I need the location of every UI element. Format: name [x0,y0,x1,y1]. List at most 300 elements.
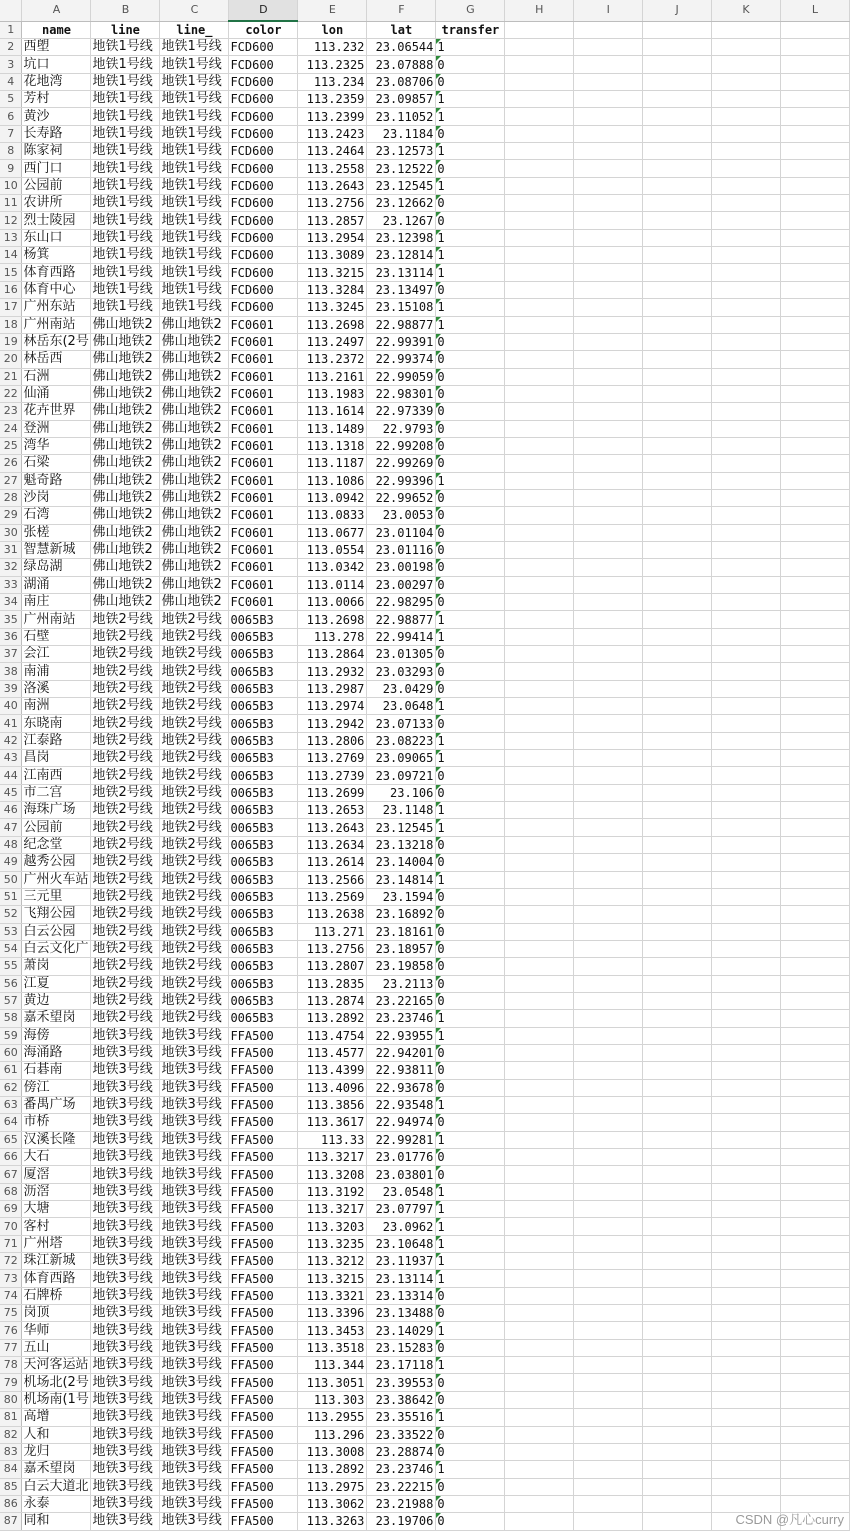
cell-e72[interactable]: 113.3212 [298,1253,367,1270]
cell-c7[interactable]: 地铁1号线 [160,125,229,142]
cell-j64[interactable] [643,1114,712,1131]
cell-c11[interactable]: 地铁1号线 [160,195,229,212]
cell-k39[interactable] [712,680,781,697]
cell-k4[interactable] [712,73,781,90]
row-number[interactable]: 74 [0,1287,22,1304]
row-number[interactable]: 32 [0,559,22,576]
cell-g3[interactable]: 0 [436,56,505,73]
cell-d56[interactable]: 0065B3 [229,975,298,992]
cell-h42[interactable] [505,732,574,749]
cell-f6[interactable]: 23.11052 [367,108,436,125]
cell-b81[interactable]: 地铁3号线 [91,1409,160,1426]
cell-d67[interactable]: FFA500 [229,1166,298,1183]
cell-g4[interactable]: 0 [436,73,505,90]
cell-i18[interactable] [574,316,643,333]
cell-k73[interactable] [712,1270,781,1287]
cell-g79[interactable]: 0 [436,1374,505,1391]
cell-h25[interactable] [505,437,574,454]
cell-c72[interactable]: 地铁3号线 [160,1253,229,1270]
cell-a45[interactable]: 市二宫 [22,784,91,801]
cell-f68[interactable]: 23.0548 [367,1183,436,1200]
cell-h36[interactable] [505,628,574,645]
cell-g69[interactable]: 1 [436,1201,505,1218]
cell-f12[interactable]: 23.1267 [367,212,436,229]
cell-k44[interactable] [712,767,781,784]
column-header-a[interactable]: A [22,0,91,21]
cell-c30[interactable]: 佛山地铁2 [160,524,229,541]
cell-l38[interactable] [780,663,849,680]
cell-k3[interactable] [712,56,781,73]
cell-d38[interactable]: 0065B3 [229,663,298,680]
cell-a5[interactable]: 芳村 [22,91,91,108]
cell-i65[interactable] [574,1131,643,1148]
cell-a32[interactable]: 绿岛湖 [22,559,91,576]
cell-c33[interactable]: 佛山地铁2 [160,576,229,593]
row-number[interactable]: 25 [0,437,22,454]
row-number[interactable]: 18 [0,316,22,333]
cell-i72[interactable] [574,1253,643,1270]
cell-a39[interactable]: 洛溪 [22,680,91,697]
cell-a43[interactable]: 昌岗 [22,750,91,767]
cell-a76[interactable]: 华师 [22,1322,91,1339]
cell-c21[interactable]: 佛山地铁2 [160,368,229,385]
cell-k76[interactable] [712,1322,781,1339]
cell-j78[interactable] [643,1357,712,1374]
cell-d9[interactable]: FCD600 [229,160,298,177]
cell-l57[interactable] [780,992,849,1009]
cell-d83[interactable]: FFA500 [229,1443,298,1460]
cell-b72[interactable]: 地铁3号线 [91,1253,160,1270]
cell-h35[interactable] [505,611,574,628]
row-number[interactable]: 70 [0,1218,22,1235]
row-number[interactable]: 43 [0,750,22,767]
cell-i51[interactable] [574,888,643,905]
row-number[interactable]: 55 [0,958,22,975]
cell-l58[interactable] [780,1010,849,1027]
cell-l76[interactable] [780,1322,849,1339]
cell-d41[interactable]: 0065B3 [229,715,298,732]
cell-j36[interactable] [643,628,712,645]
cell-b64[interactable]: 地铁3号线 [91,1114,160,1131]
cell-f64[interactable]: 22.94974 [367,1114,436,1131]
cell-j7[interactable] [643,125,712,142]
row-number[interactable]: 71 [0,1235,22,1252]
cell-h14[interactable] [505,247,574,264]
cell-e35[interactable]: 113.2698 [298,611,367,628]
cell-j34[interactable] [643,594,712,611]
cell-h84[interactable] [505,1461,574,1478]
cell-h17[interactable] [505,299,574,316]
cell-a36[interactable]: 石壁 [22,628,91,645]
column-header-c[interactable]: C [160,0,229,21]
cell-b1[interactable]: line [91,21,160,39]
cell-h29[interactable] [505,507,574,524]
cell-b53[interactable]: 地铁2号线 [91,923,160,940]
cell-f3[interactable]: 23.07888 [367,56,436,73]
cell-d30[interactable]: FC0601 [229,524,298,541]
cell-i76[interactable] [574,1322,643,1339]
cell-l28[interactable] [780,489,849,506]
cell-j30[interactable] [643,524,712,541]
cell-l1[interactable] [780,21,849,39]
cell-b55[interactable]: 地铁2号线 [91,958,160,975]
cell-f84[interactable]: 23.23746 [367,1461,436,1478]
row-number[interactable]: 46 [0,802,22,819]
cell-h86[interactable] [505,1495,574,1512]
cell-d63[interactable]: FFA500 [229,1096,298,1113]
cell-g87[interactable]: 0 [436,1513,505,1530]
cell-b20[interactable]: 佛山地铁2 [91,351,160,368]
cell-c19[interactable]: 佛山地铁2 [160,333,229,350]
cell-d28[interactable]: FC0601 [229,489,298,506]
cell-b4[interactable]: 地铁1号线 [91,73,160,90]
cell-e37[interactable]: 113.2864 [298,646,367,663]
cell-b46[interactable]: 地铁2号线 [91,802,160,819]
cell-g30[interactable]: 0 [436,524,505,541]
cell-g14[interactable]: 1 [436,247,505,264]
cell-e16[interactable]: 113.3284 [298,281,367,298]
row-number[interactable]: 51 [0,888,22,905]
cell-l23[interactable] [780,403,849,420]
cell-c83[interactable]: 地铁3号线 [160,1443,229,1460]
cell-i3[interactable] [574,56,643,73]
cell-l85[interactable] [780,1478,849,1495]
cell-j62[interactable] [643,1079,712,1096]
cell-i79[interactable] [574,1374,643,1391]
cell-k68[interactable] [712,1183,781,1200]
cell-c77[interactable]: 地铁3号线 [160,1339,229,1356]
cell-g12[interactable]: 0 [436,212,505,229]
cell-j29[interactable] [643,507,712,524]
row-number[interactable]: 15 [0,264,22,281]
cell-l74[interactable] [780,1287,849,1304]
cell-j49[interactable] [643,854,712,871]
cell-l32[interactable] [780,559,849,576]
cell-l42[interactable] [780,732,849,749]
cell-j76[interactable] [643,1322,712,1339]
cell-b29[interactable]: 佛山地铁2 [91,507,160,524]
cell-e10[interactable]: 113.2643 [298,177,367,194]
cell-a37[interactable]: 会江 [22,646,91,663]
cell-c5[interactable]: 地铁1号线 [160,91,229,108]
cell-e32[interactable]: 113.0342 [298,559,367,576]
cell-c59[interactable]: 地铁3号线 [160,1027,229,1044]
cell-b39[interactable]: 地铁2号线 [91,680,160,697]
column-header-b[interactable]: B [91,0,160,21]
cell-i15[interactable] [574,264,643,281]
cell-c9[interactable]: 地铁1号线 [160,160,229,177]
row-number[interactable]: 24 [0,420,22,437]
cell-l65[interactable] [780,1131,849,1148]
cell-e5[interactable]: 113.2359 [298,91,367,108]
cell-k35[interactable] [712,611,781,628]
cell-d80[interactable]: FFA500 [229,1391,298,1408]
cell-j40[interactable] [643,698,712,715]
cell-b58[interactable]: 地铁2号线 [91,1010,160,1027]
cell-d50[interactable]: 0065B3 [229,871,298,888]
cell-b25[interactable]: 佛山地铁2 [91,437,160,454]
cell-h19[interactable] [505,333,574,350]
cell-d79[interactable]: FFA500 [229,1374,298,1391]
cell-g50[interactable]: 1 [436,871,505,888]
cell-c38[interactable]: 地铁2号线 [160,663,229,680]
cell-d37[interactable]: 0065B3 [229,646,298,663]
cell-a34[interactable]: 南庄 [22,594,91,611]
column-header-i[interactable]: I [574,0,643,21]
cell-l37[interactable] [780,646,849,663]
cell-b42[interactable]: 地铁2号线 [91,732,160,749]
cell-g63[interactable]: 1 [436,1096,505,1113]
cell-b84[interactable]: 地铁3号线 [91,1461,160,1478]
cell-a69[interactable]: 大塘 [22,1201,91,1218]
column-header-g[interactable]: G [436,0,505,21]
cell-a53[interactable]: 白云公园 [22,923,91,940]
cell-c62[interactable]: 地铁3号线 [160,1079,229,1096]
cell-e7[interactable]: 113.2423 [298,125,367,142]
cell-b34[interactable]: 佛山地铁2 [91,594,160,611]
cell-l10[interactable] [780,177,849,194]
cell-k55[interactable] [712,958,781,975]
cell-h39[interactable] [505,680,574,697]
cell-l54[interactable] [780,940,849,957]
cell-e65[interactable]: 113.33 [298,1131,367,1148]
cell-c8[interactable]: 地铁1号线 [160,143,229,160]
cell-h2[interactable] [505,39,574,56]
cell-f85[interactable]: 23.22215 [367,1478,436,1495]
cell-k20[interactable] [712,351,781,368]
cell-e63[interactable]: 113.3856 [298,1096,367,1113]
cell-g2[interactable]: 1 [436,39,505,56]
cell-l41[interactable] [780,715,849,732]
cell-k30[interactable] [712,524,781,541]
cell-e26[interactable]: 113.1187 [298,455,367,472]
cell-c48[interactable]: 地铁2号线 [160,836,229,853]
cell-c37[interactable]: 地铁2号线 [160,646,229,663]
cell-i78[interactable] [574,1357,643,1374]
cell-i83[interactable] [574,1443,643,1460]
cell-j28[interactable] [643,489,712,506]
row-number[interactable]: 80 [0,1391,22,1408]
row-number[interactable]: 87 [0,1513,22,1530]
cell-e77[interactable]: 113.3518 [298,1339,367,1356]
cell-c1[interactable]: line_ [160,21,229,39]
cell-l43[interactable] [780,750,849,767]
cell-k61[interactable] [712,1062,781,1079]
cell-j66[interactable] [643,1149,712,1166]
cell-b60[interactable]: 地铁3号线 [91,1044,160,1061]
cell-f75[interactable]: 23.13488 [367,1305,436,1322]
cell-i13[interactable] [574,229,643,246]
cell-c34[interactable]: 佛山地铁2 [160,594,229,611]
cell-j37[interactable] [643,646,712,663]
cell-l51[interactable] [780,888,849,905]
cell-j33[interactable] [643,576,712,593]
cell-a62[interactable]: 傍江 [22,1079,91,1096]
column-header-j[interactable]: J [643,0,712,21]
cell-i52[interactable] [574,906,643,923]
cell-c6[interactable]: 地铁1号线 [160,108,229,125]
cell-h55[interactable] [505,958,574,975]
cell-k42[interactable] [712,732,781,749]
cell-d4[interactable]: FCD600 [229,73,298,90]
cell-e1[interactable]: lon [298,21,367,39]
cell-g6[interactable]: 1 [436,108,505,125]
cell-g21[interactable]: 0 [436,368,505,385]
cell-f70[interactable]: 23.0962 [367,1218,436,1235]
cell-g18[interactable]: 1 [436,316,505,333]
cell-e25[interactable]: 113.1318 [298,437,367,454]
cell-g20[interactable]: 0 [436,351,505,368]
cell-e48[interactable]: 113.2634 [298,836,367,853]
cell-f66[interactable]: 23.01776 [367,1149,436,1166]
cell-f65[interactable]: 22.99281 [367,1131,436,1148]
cell-d77[interactable]: FFA500 [229,1339,298,1356]
cell-i38[interactable] [574,663,643,680]
cell-e14[interactable]: 113.3089 [298,247,367,264]
cell-e76[interactable]: 113.3453 [298,1322,367,1339]
cell-l62[interactable] [780,1079,849,1096]
row-number[interactable]: 8 [0,143,22,160]
cell-d73[interactable]: FFA500 [229,1270,298,1287]
cell-g10[interactable]: 1 [436,177,505,194]
cell-j55[interactable] [643,958,712,975]
cell-k43[interactable] [712,750,781,767]
cell-k36[interactable] [712,628,781,645]
cell-i44[interactable] [574,767,643,784]
cell-d44[interactable]: 0065B3 [229,767,298,784]
cell-l68[interactable] [780,1183,849,1200]
cell-l29[interactable] [780,507,849,524]
cell-h73[interactable] [505,1270,574,1287]
cell-e11[interactable]: 113.2756 [298,195,367,212]
cell-b87[interactable]: 地铁3号线 [91,1513,160,1530]
cell-d52[interactable]: 0065B3 [229,906,298,923]
cell-f72[interactable]: 23.11937 [367,1253,436,1270]
cell-i45[interactable] [574,784,643,801]
cell-h15[interactable] [505,264,574,281]
cell-e3[interactable]: 113.2325 [298,56,367,73]
cell-f30[interactable]: 23.01104 [367,524,436,541]
cell-j86[interactable] [643,1495,712,1512]
cell-a11[interactable]: 农讲所 [22,195,91,212]
cell-d21[interactable]: FC0601 [229,368,298,385]
cell-l31[interactable] [780,541,849,558]
cell-f17[interactable]: 23.15108 [367,299,436,316]
cell-l8[interactable] [780,143,849,160]
row-number[interactable]: 22 [0,385,22,402]
cell-c54[interactable]: 地铁2号线 [160,940,229,957]
cell-l59[interactable] [780,1027,849,1044]
cell-k57[interactable] [712,992,781,1009]
cell-e41[interactable]: 113.2942 [298,715,367,732]
cell-k83[interactable] [712,1443,781,1460]
cell-j84[interactable] [643,1461,712,1478]
row-number[interactable]: 45 [0,784,22,801]
cell-j13[interactable] [643,229,712,246]
cell-f16[interactable]: 23.13497 [367,281,436,298]
cell-d16[interactable]: FCD600 [229,281,298,298]
cell-g31[interactable]: 0 [436,541,505,558]
cell-a42[interactable]: 江泰路 [22,732,91,749]
cell-h26[interactable] [505,455,574,472]
cell-a87[interactable]: 同和 [22,1513,91,1530]
cell-i81[interactable] [574,1409,643,1426]
cell-g53[interactable]: 0 [436,923,505,940]
cell-e69[interactable]: 113.3217 [298,1201,367,1218]
cell-c71[interactable]: 地铁3号线 [160,1235,229,1252]
cell-d24[interactable]: FC0601 [229,420,298,437]
cell-i82[interactable] [574,1426,643,1443]
cell-d23[interactable]: FC0601 [229,403,298,420]
cell-l15[interactable] [780,264,849,281]
cell-h11[interactable] [505,195,574,212]
cell-j71[interactable] [643,1235,712,1252]
cell-e29[interactable]: 113.0833 [298,507,367,524]
cell-k62[interactable] [712,1079,781,1096]
row-number[interactable]: 50 [0,871,22,888]
column-header-d[interactable]: D [229,0,298,21]
cell-e87[interactable]: 113.3263 [298,1513,367,1530]
cell-b36[interactable]: 地铁2号线 [91,628,160,645]
cell-a74[interactable]: 石牌桥 [22,1287,91,1304]
cell-f76[interactable]: 23.14029 [367,1322,436,1339]
cell-l77[interactable] [780,1339,849,1356]
row-number[interactable]: 26 [0,455,22,472]
cell-a86[interactable]: 永泰 [22,1495,91,1512]
cell-d45[interactable]: 0065B3 [229,784,298,801]
row-number[interactable]: 47 [0,819,22,836]
cell-c80[interactable]: 地铁3号线 [160,1391,229,1408]
cell-c40[interactable]: 地铁2号线 [160,698,229,715]
cell-b82[interactable]: 地铁3号线 [91,1426,160,1443]
cell-i47[interactable] [574,819,643,836]
cell-i64[interactable] [574,1114,643,1131]
cell-g33[interactable]: 0 [436,576,505,593]
cell-h49[interactable] [505,854,574,871]
cell-j51[interactable] [643,888,712,905]
cell-e66[interactable]: 113.3217 [298,1149,367,1166]
cell-i8[interactable] [574,143,643,160]
row-number[interactable]: 39 [0,680,22,697]
cell-c26[interactable]: 佛山地铁2 [160,455,229,472]
cell-a65[interactable]: 汉溪长隆 [22,1131,91,1148]
cell-f24[interactable]: 22.9793 [367,420,436,437]
cell-c60[interactable]: 地铁3号线 [160,1044,229,1061]
cell-j54[interactable] [643,940,712,957]
cell-c2[interactable]: 地铁1号线 [160,39,229,56]
cell-j12[interactable] [643,212,712,229]
cell-a48[interactable]: 纪念堂 [22,836,91,853]
cell-c46[interactable]: 地铁2号线 [160,802,229,819]
cell-l16[interactable] [780,281,849,298]
cell-j3[interactable] [643,56,712,73]
cell-c82[interactable]: 地铁3号线 [160,1426,229,1443]
cell-l14[interactable] [780,247,849,264]
cell-j9[interactable] [643,160,712,177]
cell-f32[interactable]: 23.00198 [367,559,436,576]
cell-l56[interactable] [780,975,849,992]
cell-j73[interactable] [643,1270,712,1287]
cell-g57[interactable]: 0 [436,992,505,1009]
row-number[interactable]: 57 [0,992,22,1009]
cell-f33[interactable]: 23.00297 [367,576,436,593]
cell-e56[interactable]: 113.2835 [298,975,367,992]
cell-d82[interactable]: FFA500 [229,1426,298,1443]
cell-g51[interactable]: 0 [436,888,505,905]
row-number[interactable]: 20 [0,351,22,368]
cell-i25[interactable] [574,437,643,454]
cell-j38[interactable] [643,663,712,680]
